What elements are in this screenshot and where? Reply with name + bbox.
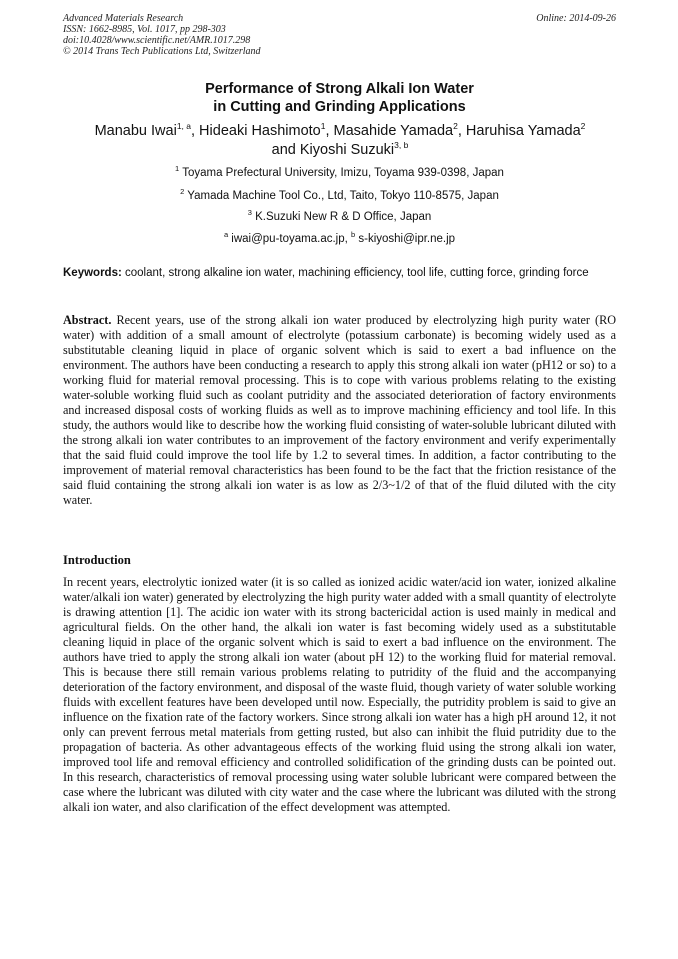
email-sup: b — [351, 230, 356, 239]
author-sup: 1, a — [176, 121, 191, 131]
introduction-body: In recent years, electrolytic ionized water (it is so called as ionized acidic water/acid ion water, ionized alkaline water/alkali ion water) generated by electrolyzing the high purity water added with a small quantity of electrolyte is drawing attention [1]. The acidic ion water with its strong bactericidal action is used mainly in medical and agricultural fields. On the other hand, the alkali ion water is fast becoming widely used as a substitutable cleaning liquid in place of the organic solvent which is said to exert a bad influence on the environment. The authors have tried to apply the strong alkali ion water (about pH 12) to the working fluid for material removal. This is because there still remain various problems relating to putridity of the fluid and the accompanying deterioration of the factory environment, and disposal of the waste fluid, though variety of water soluble working fluids with excellent features have been developed until now. Especially, the putridity problem is said to give an influence on the fixation rate of the factory workers. Since strong alkali ion water has a high pH around 12, it not only can prevent ferrous metal materials from getting rusted, but also can inhibit the fluid putridity due to the propagation of bacteria. As other advantageous effects of the working fluid using the strong alkali ion water, improved tool life and removal efficiency and controlled solidification of the grinding dusts can be pointed out. In this research, characteristics of removal processing using water soluble lubricant were compared between the case where the lubricant was diluted with city water and the case where the lubricant was diluted with the strong alkali ion water, and also clarification of the effect development was attempted. — [63, 575, 616, 814]
affiliation-sup: 3 — [247, 208, 252, 217]
affiliation-sup: 2 — [180, 187, 185, 196]
abstract-text: Recent years, use of the strong alkali ion water produced by electrolyzing high purity water (RO water) with addition of a small amount of electrolyte (potassium carbonate) is becoming widely used as a substitutable cleaning liquid in place of organic solvent which is said to exert a bad influence on the environment. The authors have been conducting a research to apply this strong alkali ion water (pH12 or so) to a working fluid for material removal processing. This is to cope with various problems relating to the existing water-soluble working fluid such as coolant putridity and the associated deterioration of factory environments and increased disposal costs of working fluids as well as to improve machining efficiency and tool life. In this study, the authors would like to describe how the working fluid consisting of water-soluble lubricant diluted with the strong alkali ion water contributes to an improvement of the factory environment and verify experimentally that the said fluid could improve the tool life by 1.2 to several times. In addition, a factor contributing to the improvement of material removal characteristics has been found to be the fact that the friction resistance of the said fluid containing the strong alkali ion water is as low as 2/3~1/2 of that of the fluid diluted with the city water. — [63, 313, 616, 507]
author-name: and Kiyoshi Suzuki — [271, 142, 395, 158]
online-date: Online: 2014-09-26 — [536, 13, 616, 24]
author-line-2 — [60, 141, 620, 160]
abstract — [63, 313, 616, 508]
author-list — [60, 122, 620, 160]
author-name: Manabu Iwai — [94, 123, 177, 139]
paper-title — [63, 80, 616, 116]
abstract-label: Abstract. — [63, 313, 112, 327]
title-line-2: in Cutting and Grinding Applications — [213, 99, 466, 115]
introduction-heading: Introduction — [63, 553, 131, 567]
copyright-line: © 2014 Trans Tech Publications Ltd, Switzerland — [63, 46, 261, 57]
journal-name: Advanced Materials Research — [63, 13, 184, 24]
keywords-text: coolant, strong alkaline ion water, machining efficiency, tool life, cutting force, grinding force — [121, 267, 589, 279]
affiliation-2 — [63, 189, 616, 203]
affiliation-3 — [63, 210, 616, 224]
affiliation-text: K.Suzuki New R & D Office, Japan — [251, 211, 432, 223]
author-sup: 3, b — [394, 140, 409, 150]
author-sup: 2 — [453, 121, 458, 131]
journal-header — [63, 13, 616, 57]
affiliation-text: Toyama Prefectural University, Imizu, Toyama 939-0398, Japan — [179, 167, 504, 179]
issn-line: ISSN: 1662-8985, Vol. 1017, pp 298-303 — [63, 24, 226, 35]
keywords — [63, 266, 616, 280]
affiliation-1 — [63, 166, 616, 180]
author-line-1 — [60, 122, 620, 141]
email-sup: a — [223, 230, 229, 239]
keywords-label: Keywords: — [63, 267, 122, 279]
affiliation-sup: 1 — [175, 164, 180, 173]
author-name: , Hideaki Hashimoto — [191, 123, 321, 139]
affiliation-text: Yamada Machine Tool Co., Ltd, Taito, Tokyo 110-8575, Japan — [184, 190, 499, 202]
email-text: s-kiyoshi@ipr.ne.jp — [355, 233, 456, 245]
author-name: , Masahide Yamada — [325, 123, 454, 139]
email-line — [63, 232, 616, 246]
doi-line: doi:10.4028/www.scientific.net/AMR.1017.298 — [63, 35, 251, 46]
author-sup: 1 — [320, 121, 326, 131]
author-sup: 2 — [580, 121, 586, 131]
author-name: , Haruhisa Yamada — [457, 123, 581, 139]
title-line-1: Performance of Strong Alkali Ion Water — [205, 81, 474, 97]
email-text: iwai@pu-toyama.ac.jp, — [228, 233, 351, 245]
